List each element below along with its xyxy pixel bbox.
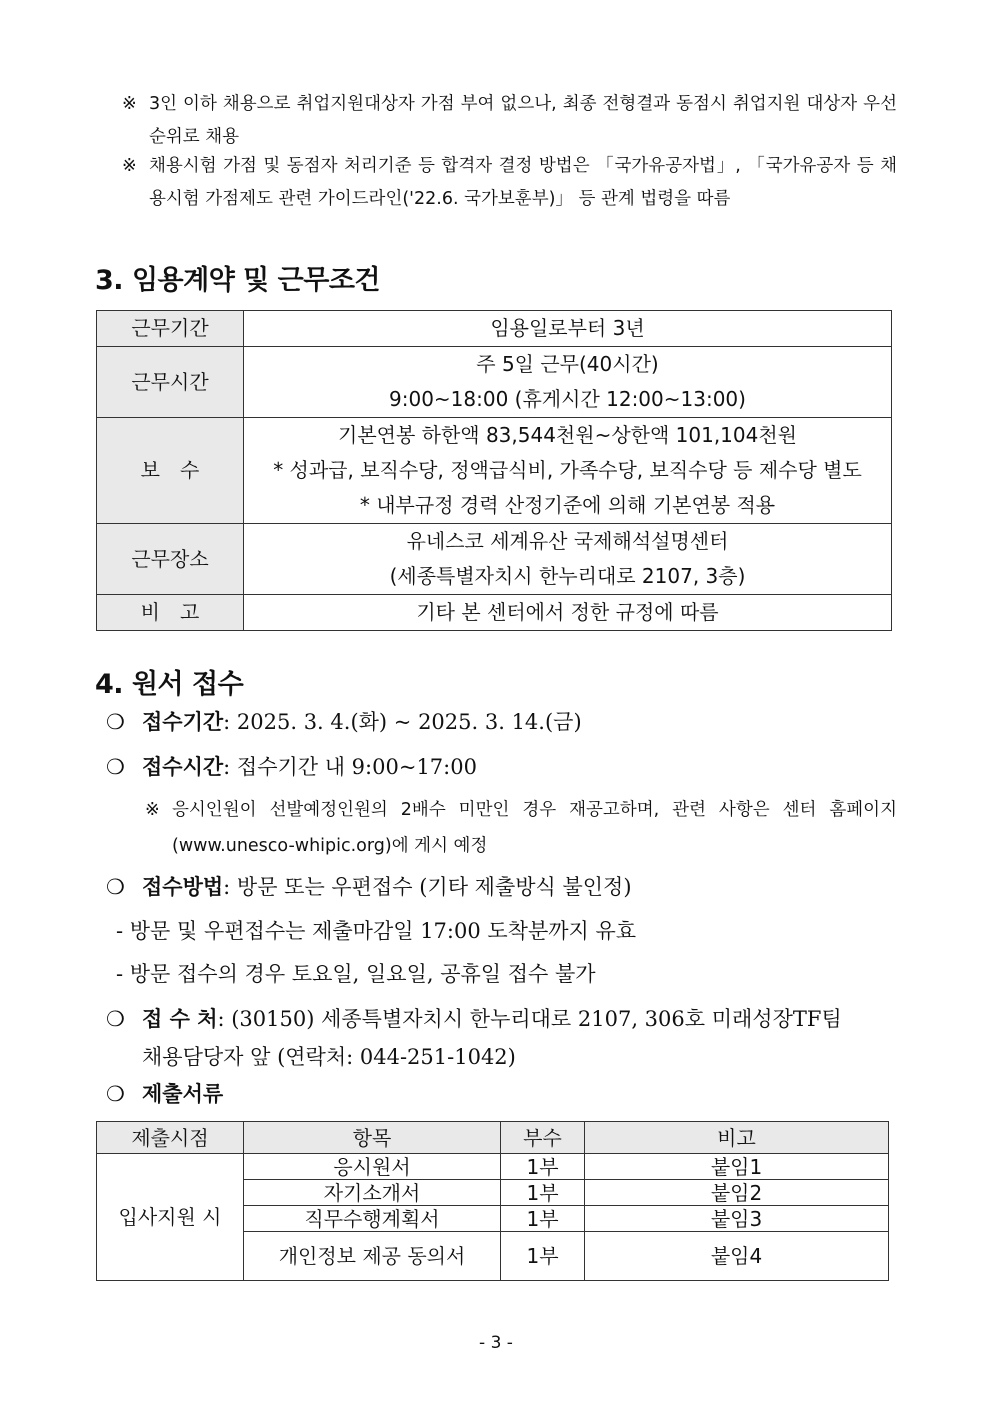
count-cell: 1부 [501,1232,585,1281]
value-line: 주 5일 근무(40시간) [476,352,659,376]
row-value [244,524,892,595]
value-line: * 내부규정 경력 산정기준에 의해 기본연봉 적용 [359,493,776,517]
note-text: 채용시험 가점 및 동점자 처리기준 등 합격자 결정 방법은 「국가유공자법」, 「국가유공자 등 채용시험 가점제도 관련 가이드라인('22.6. 국가보훈부)」 등 관계 법령을 따름 [149,156,897,209]
row-value [244,418,892,524]
row-label: 비 고 [97,595,244,631]
note-tiebreak-rules [122,150,897,216]
application-place [106,1003,842,1033]
row-value [244,347,892,418]
value-line: (세종특별자치시 한누리대로 2107, 3층) [389,564,746,588]
bullet-key: 접 수 처 [142,1007,218,1031]
value-line: 유네스코 세계유산 국제해석설명센터 [406,529,729,553]
circle-bullet-icon: ❍ [106,1007,125,1031]
note-text: 응시인원이 선발예정인원의 2배수 미만인 경우 재공고하며, 관련 사항은 센터 홈페이지(www.unesco-whipic.org)에 게시 예정 [172,800,897,856]
value-line: 기타 본 센터에서 정한 규정에 따름 [416,600,719,624]
section3-title: 3. 임용계약 및 근무조건 [95,265,380,296]
item-cell: 직무수행계획서 [244,1206,501,1232]
reference-mark: ※ [122,156,137,176]
table-row [97,418,892,524]
bullet-value: : (30150) 세종특별자치시 한누리대로 2107, 306호 미래성장TF팀 [217,1007,842,1031]
count-cell: 1부 [501,1206,585,1232]
column-header: 항목 [244,1122,501,1154]
row-label: 보 수 [97,418,244,524]
section4-title: 4. 원서 접수 [95,669,244,700]
note-readvertise [145,792,897,864]
application-method [106,871,632,901]
application-period [106,706,582,736]
item-cell: 응시원서 [244,1154,501,1180]
item-cell: 자기소개서 [244,1180,501,1206]
count-cell: 1부 [501,1154,585,1180]
bullet-key: 접수방법 [142,875,224,899]
note-cell: 붙임4 [585,1232,889,1281]
page-number: - 3 - [479,1333,513,1353]
row-value [244,595,892,631]
table-row [97,595,892,631]
table-row [97,311,892,347]
application-place-contact: 채용담당자 앞 (연락처: 044-251-1042) [142,1045,516,1069]
count-cell: 1부 [501,1180,585,1206]
bullet-value: : 방문 또는 우편접수 (기타 제출방식 불인정) [223,875,632,899]
note-cell: 붙임2 [585,1180,889,1206]
circle-bullet-icon: ❍ [106,710,125,734]
reference-mark: ※ [145,800,160,820]
note-hiring-priority [122,88,897,154]
circle-bullet-icon: ❍ [106,875,125,899]
table-row [97,524,892,595]
table-row [97,1154,889,1180]
submission-docs [106,1078,223,1108]
row-label: 근무시간 [97,347,244,418]
method-item: - 방문 접수의 경우 토요일, 일요일, 공휴일 접수 불가 [116,962,596,986]
submission-docs-table [96,1121,889,1281]
value-line: 임용일로부터 3년 [490,316,645,340]
employment-conditions-table [96,310,892,631]
reference-mark: ※ [122,94,137,114]
circle-bullet-icon: ❍ [106,1082,125,1106]
value-line: 9:00~18:00 (휴게시간 12:00~13:00) [389,387,746,411]
item-cell: 개인정보 제공 동의서 [244,1232,501,1281]
note-text: 3인 이하 채용으로 취업지원대상자 가점 부여 없으나, 최종 전형결과 동점시 취업지원 대상자 우선순위로 채용 [149,94,897,147]
circle-bullet-icon: ❍ [106,755,125,779]
value-line: 기본연봉 하한액 83,544천원~상한액 101,104천원 [338,423,797,447]
table-row [97,347,892,418]
bullet-key: 제출서류 [142,1082,224,1106]
row-label: 근무장소 [97,524,244,595]
bullet-value: : 2025. 3. 4.(화) ~ 2025. 3. 14.(금) [223,710,582,734]
value-line: * 성과급, 보직수당, 정액급식비, 가족수당, 보직수당 등 제수당 별도 [273,458,862,482]
column-header: 부수 [501,1122,585,1154]
timing-cell: 입사지원 시 [97,1154,244,1281]
table-header-row [97,1122,889,1154]
row-value [244,311,892,347]
note-cell: 붙임1 [585,1154,889,1180]
note-cell: 붙임3 [585,1206,889,1232]
bullet-key: 접수시간 [142,755,224,779]
column-header: 제출시점 [97,1122,244,1154]
application-time [106,751,477,781]
column-header: 비고 [585,1122,889,1154]
method-item: - 방문 및 우편접수는 제출마감일 17:00 도착분까지 유효 [116,919,637,943]
bullet-key: 접수기간 [142,710,224,734]
row-label: 근무기간 [97,311,244,347]
bullet-value: : 접수기간 내 9:00~17:00 [223,755,477,779]
